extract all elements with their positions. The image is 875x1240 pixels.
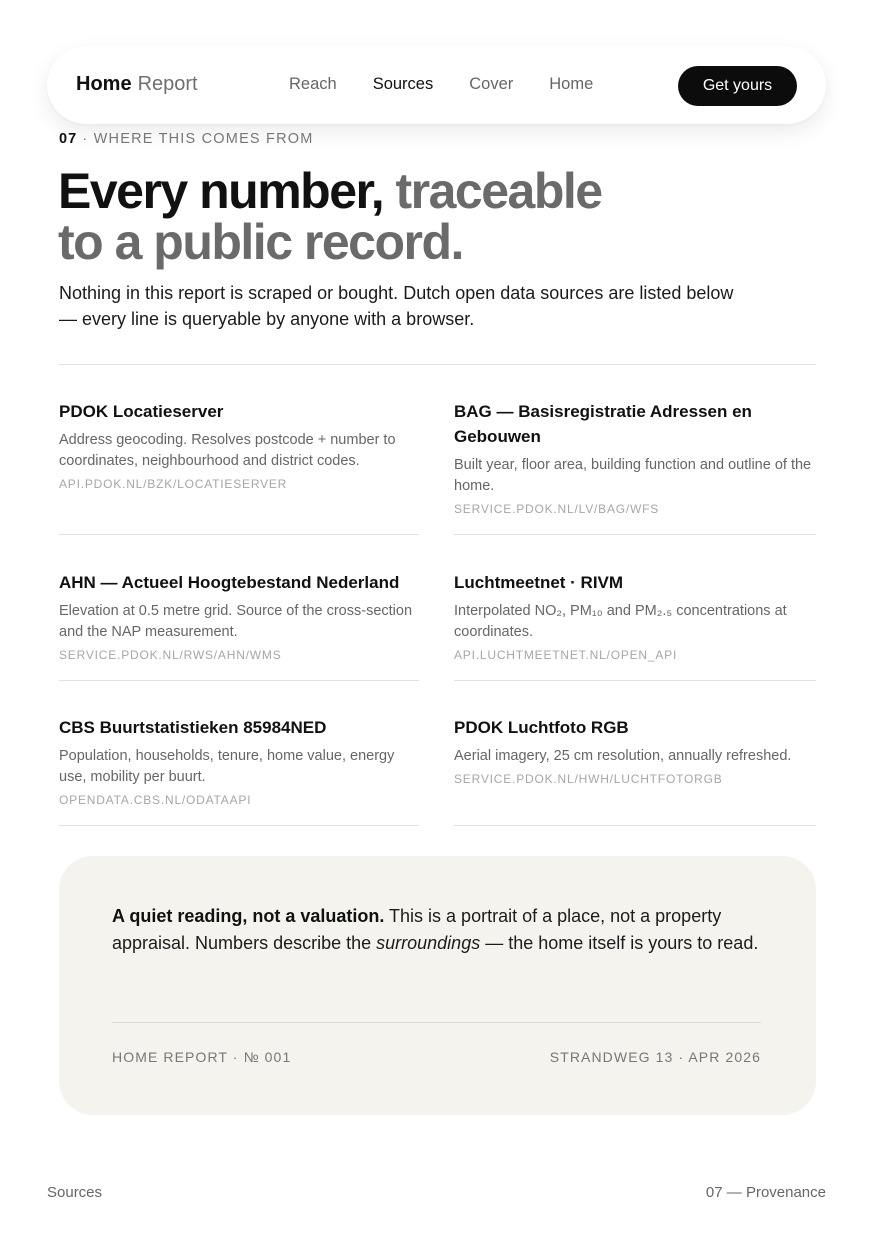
eyebrow-separator: · — [82, 131, 89, 147]
intro-paragraph: Nothing in this report is scraped or bought. Dutch open data sources are listed below — every line is queryable by anyone with a browser. — [59, 283, 734, 329]
get-yours-button[interactable]: Get yours — [678, 66, 797, 106]
source-item — [454, 399, 816, 535]
source-item — [59, 399, 419, 535]
headline-strong: Every number, — [58, 163, 384, 219]
callout-lead: A quiet reading, not a valuation. — [112, 906, 385, 926]
source-url[interactable]: API.PDOK.NL/BZK/LOCATIESERVER — [59, 477, 288, 491]
nav-link-reach[interactable]: Reach — [289, 75, 337, 93]
divider — [59, 364, 816, 365]
report-number: HOME REPORT · № 001 — [112, 1049, 292, 1065]
source-title: PDOK Luchtfoto RGB — [454, 718, 629, 737]
nav-link-cover[interactable]: Cover — [469, 75, 514, 93]
nav-link-sources[interactable]: Sources — [372, 75, 434, 93]
source-description: Interpolated NO₂, PM₁₀ and PM₂.₅ concentrations at coordinates. — [454, 603, 787, 640]
brand-name: Home — [76, 73, 132, 95]
headline-soft-1: traceable — [395, 163, 602, 219]
footer-page-label: 07 — Provenance — [705, 1184, 826, 1201]
source-description: Aerial imagery, 25 cm resolution, annually refreshed. — [454, 748, 792, 764]
disclaimer-callout — [59, 856, 816, 1115]
source-item — [59, 570, 419, 681]
source-url[interactable]: SERVICE.PDOK.NL/HWH/LUCHTFOTORGB — [454, 772, 723, 786]
section-eyebrow — [59, 131, 314, 147]
source-title: PDOK Locatieserver — [59, 402, 224, 421]
page-headline — [58, 163, 602, 270]
callout-text — [112, 903, 762, 957]
eyebrow-label: WHERE THIS COMES FROM — [93, 131, 314, 147]
callout-emphasis: surroundings — [376, 933, 481, 953]
callout-divider — [112, 1022, 761, 1023]
brand-logo[interactable] — [76, 73, 198, 96]
brand-suffix: Report — [137, 73, 198, 95]
source-url[interactable]: SERVICE.PDOK.NL/RWS/AHN/WMS — [59, 648, 282, 662]
callout-body-1: This is a portrait of a place, not a property appraisal. Numbers describe the — [112, 906, 722, 953]
nav-link-home[interactable]: Home — [549, 75, 594, 93]
headline-soft-2: to a public record. — [58, 214, 463, 270]
source-title: AHN — Actueel Hoogtebestand Nederland — [59, 573, 400, 592]
source-description: Address geocoding. Resolves postcode + number to coordinates, neighbourhood and district codes. — [59, 432, 396, 469]
source-item — [59, 715, 419, 826]
footer-section-label: Sources — [47, 1184, 103, 1201]
source-title: BAG — Basisregistratie Adressen en Gebouwen — [454, 402, 752, 446]
source-url[interactable]: API.LUCHTMEETNET.NL/OPEN_API — [454, 648, 678, 662]
source-url[interactable]: OPENDATA.CBS.NL/ODATAAPI — [59, 793, 252, 807]
source-item — [454, 570, 816, 681]
source-description: Built year, floor area, building function and outline of the home. — [454, 457, 812, 494]
source-url[interactable]: SERVICE.PDOK.NL/LV/BAG/WFS — [454, 502, 660, 516]
top-navigation — [47, 46, 826, 124]
source-title: Luchtmeetnet · RIVM — [454, 573, 624, 592]
source-item — [454, 715, 816, 826]
callout-body-2: — the home itself is yours to read. — [480, 933, 759, 953]
source-title: CBS Buurtstatistieken 85984NED — [59, 718, 327, 737]
source-description: Elevation at 0.5 metre grid. Source of the cross-section and the NAP measurement. — [59, 603, 413, 640]
section-number: 07 — [59, 131, 78, 147]
report-address-date: STRANDWEG 13 · APR 2026 — [549, 1049, 761, 1065]
source-description: Population, households, tenure, home value, energy use, mobility per buurt. — [59, 748, 395, 785]
nav-links — [289, 75, 593, 94]
